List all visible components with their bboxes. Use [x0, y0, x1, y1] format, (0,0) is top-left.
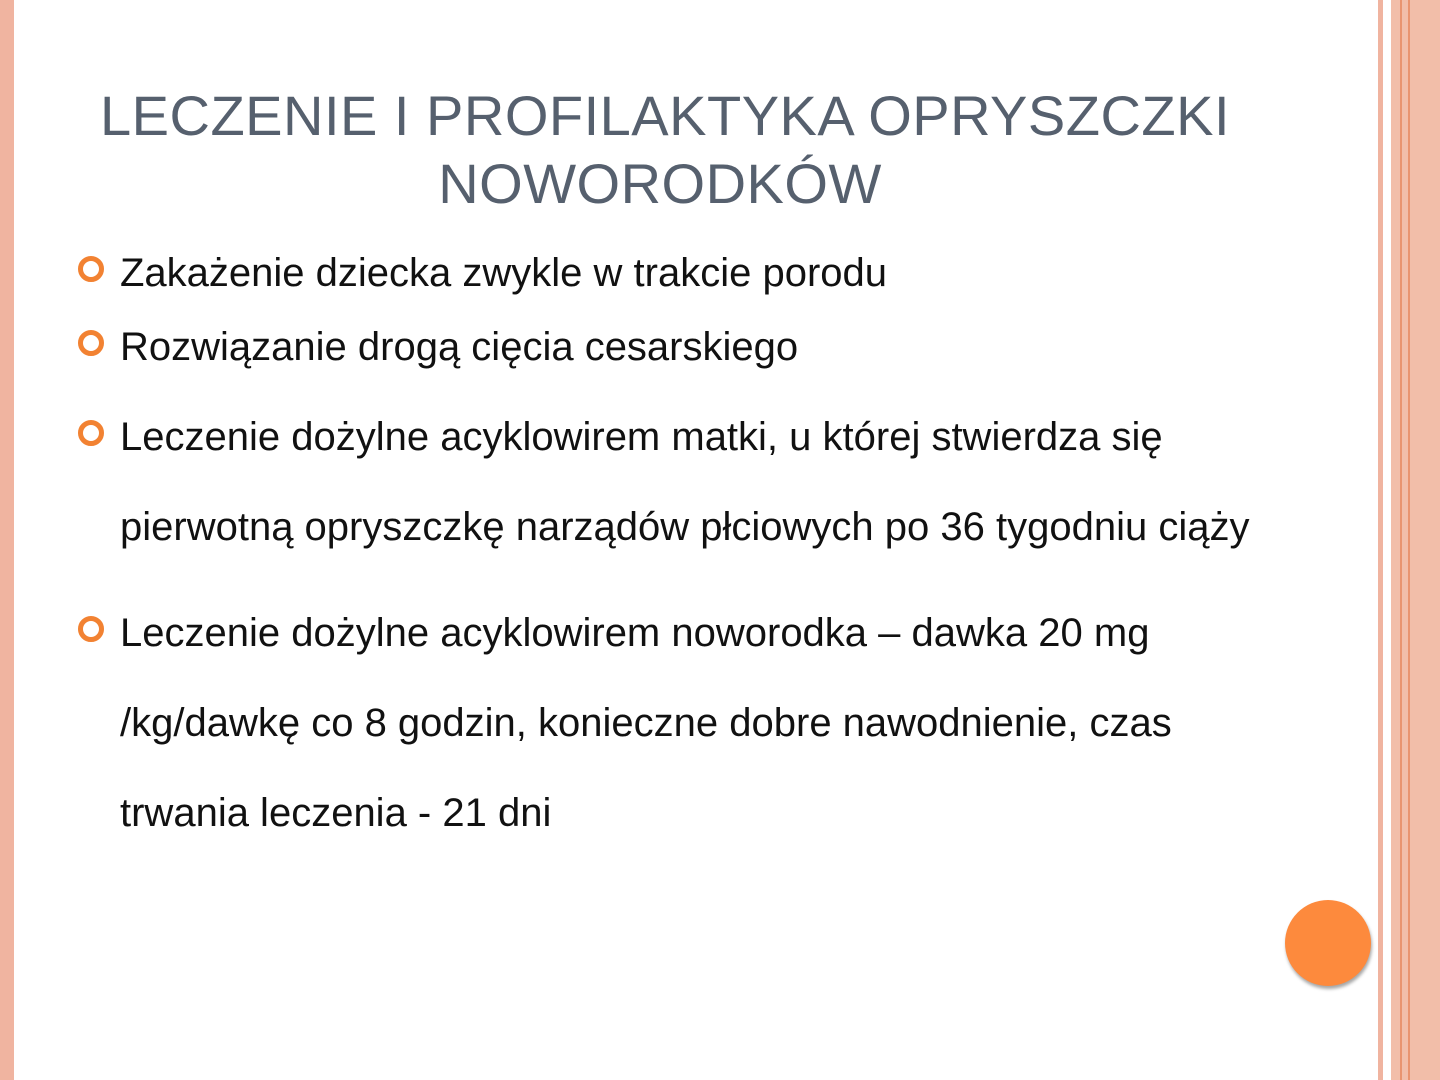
bullet-list	[78, 244, 1318, 874]
bullet-item	[78, 392, 1318, 572]
slide-title	[100, 82, 1231, 218]
bullet-item	[78, 318, 1318, 376]
ring-bullet-icon	[78, 330, 104, 356]
bullet-text: Leczenie dożylne acyklowirem noworodka – dawka 20 mg /kg/dawkę co 8 godzin, konieczne dobre nawodnienie, czas trwania leczenia - 21 dni	[120, 611, 1172, 835]
ring-bullet-icon	[78, 420, 104, 446]
right-decorative-band	[1391, 0, 1440, 1080]
ring-bullet-icon	[78, 616, 104, 642]
slide-title-line-2: NOWORODKÓW	[438, 152, 882, 215]
right-decorative-line	[1400, 0, 1402, 1080]
left-decorative-stripe	[0, 0, 14, 1080]
orange-circle-decoration	[1285, 900, 1371, 986]
bullet-item	[78, 244, 1318, 302]
right-decorative-stripe	[1378, 0, 1383, 1080]
slide-title-line-1: LECZENIE I PROFILAKTYKA OPRYSZCZKI	[100, 84, 1231, 147]
bullet-text: Rozwiązanie drogą cięcia cesarskiego	[120, 325, 799, 369]
bullet-text: Zakażenie dziecka zwykle w trakcie porodu	[120, 251, 888, 295]
right-decorative-line	[1408, 0, 1410, 1080]
bullet-text: Leczenie dożylne acyklowirem matki, u której stwierdza się pierwotną opryszczkę narządów płciowych po 36 tygodniu ciąży	[120, 415, 1250, 549]
bullet-item	[78, 588, 1318, 858]
ring-bullet-icon	[78, 256, 104, 282]
